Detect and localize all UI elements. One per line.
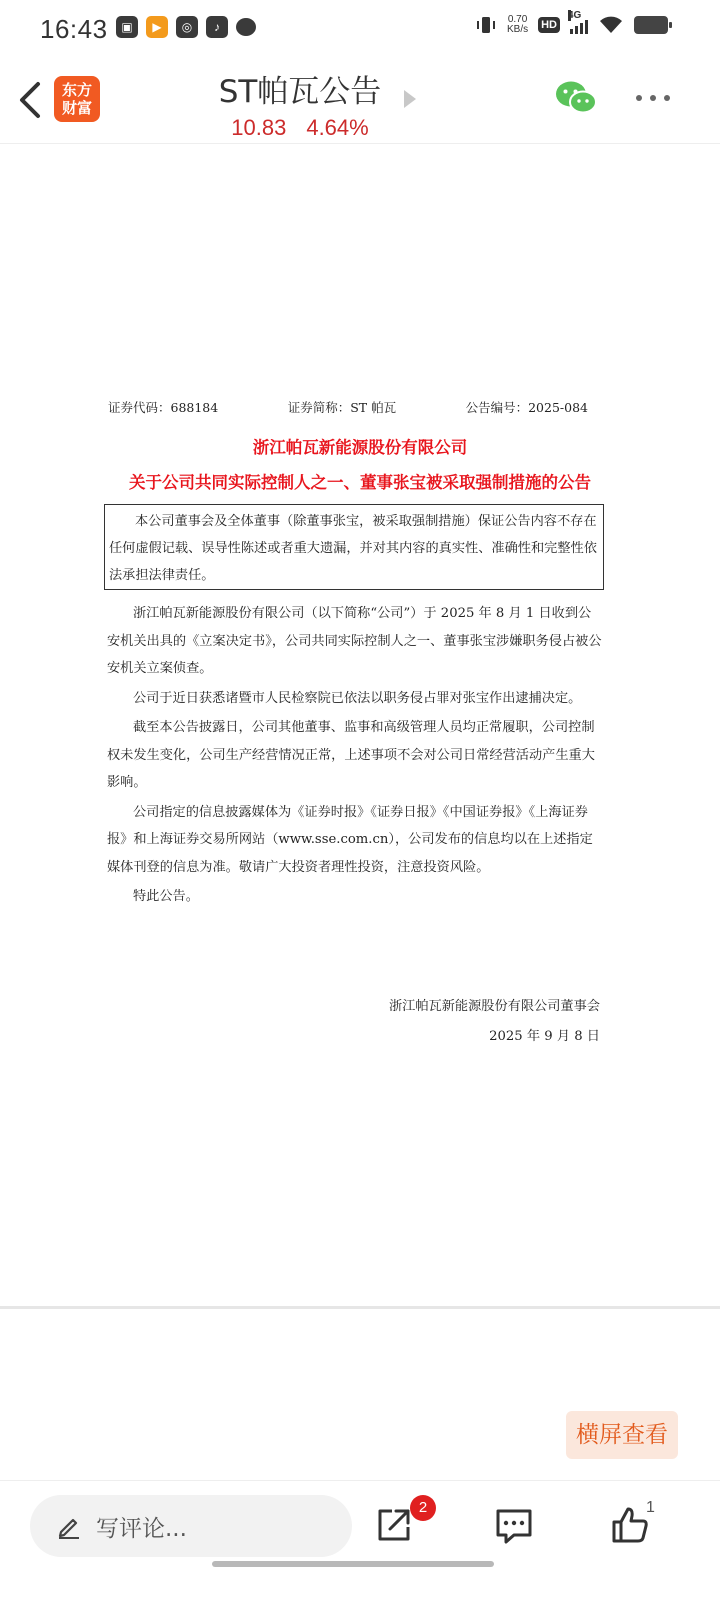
comment-placeholder: 写评论... — [96, 1515, 187, 1542]
status-time: 16:43 — [40, 14, 108, 44]
video-app-icon: ▶ — [146, 16, 168, 38]
stock-price: 10.83 — [231, 115, 287, 140]
doc-signature: 浙江帕瓦新能源股份有限公司董事会 — [389, 999, 600, 1014]
doc-paragraph: 公司指定的信息披露媒体为《证券时报》《证券日报》《中国证券报》《上海证券报》和上海证券交易所网站（www.sse.com.cn），公司发布的信息均以在上述指定媒体刊登的信息为准。敬请广大投资者理性投资，注意投资风险。 — [107, 804, 593, 875]
battery-icon — [634, 16, 668, 34]
page-title: ST帕瓦公告 — [218, 74, 382, 110]
app-notification-icon: ▣ — [116, 16, 138, 38]
landscape-view-button[interactable]: 横屏查看 — [566, 1411, 678, 1459]
notification-icons — [116, 16, 256, 38]
forward-icon[interactable] — [404, 90, 416, 108]
section-divider — [0, 1306, 720, 1309]
announcement-document — [0, 144, 720, 1312]
doc-company-name: 浙江帕瓦新能源股份有限公司 — [252, 438, 468, 457]
gallery-app-icon: ◎ — [176, 16, 198, 38]
eastmoney-logo — [54, 76, 100, 122]
doc-body — [107, 600, 603, 911]
quote-line — [200, 115, 400, 141]
net-speed-unit: KB/s — [506, 24, 529, 35]
vibrate-icon — [475, 14, 497, 36]
network-type: 4G — [568, 10, 582, 21]
signal-icon — [568, 10, 588, 34]
doc-paragraph: 特此公告。 — [133, 889, 199, 904]
back-icon[interactable] — [14, 78, 46, 122]
bottom-action-bar — [0, 1480, 720, 1600]
app-header — [0, 56, 720, 144]
like-icon[interactable] — [610, 1505, 650, 1545]
doc-date: 2025 年 9 月 8 日 — [489, 1029, 600, 1044]
pencil-icon — [56, 1513, 82, 1539]
comment-input[interactable] — [30, 1495, 352, 1557]
like-count: 1 — [646, 1499, 655, 1516]
tiktok-icon: ♪ — [206, 16, 228, 38]
logo-text-line1: 东方 — [61, 81, 92, 99]
system-status-icons — [475, 10, 668, 36]
logo-text-line2: 财富 — [61, 99, 92, 117]
board-statement: 本公司董事会及全体董事（除董事张宝，被采取强制措施）保证公告内容不存在任何虚假记载、误导性陈述或者重大遗漏，并对其内容的真实性、准确性和完整性依法承担法律责任。 — [104, 504, 604, 590]
home-indicator[interactable] — [212, 1561, 494, 1567]
share-icon[interactable] — [374, 1505, 414, 1545]
more-icon[interactable] — [636, 90, 676, 106]
doc-meta-line — [108, 398, 588, 416]
security-code: 证券代码：688184 — [108, 400, 219, 415]
security-abbr: 证券简称：ST 帕瓦 — [287, 400, 397, 415]
doc-subject: 关于公司共同实际控制人之一、董事张宝被采取强制措施的公告 — [129, 473, 591, 492]
wifi-icon — [598, 15, 624, 35]
announcement-number: 公告编号：2025-084 — [465, 400, 588, 415]
net-speed-value: 0.70 — [507, 14, 528, 25]
net-speed — [507, 15, 528, 35]
wechat-icon[interactable] — [554, 78, 598, 118]
doc-signature-block — [389, 992, 600, 1052]
comments-icon[interactable] — [494, 1507, 534, 1545]
hd-icon: HD — [538, 17, 560, 33]
title-block[interactable] — [200, 66, 400, 141]
message-bubble-icon — [236, 18, 256, 36]
doc-paragraph: 浙江帕瓦新能源股份有限公司（以下简称“公司”）于 2025 年 8 月 1 日收到公安机关出具的《立案决定书》，公司共同实际控制人之一、董事张宝涉嫌职务侵占被公安机关立案侦查。 — [107, 606, 602, 676]
stock-change: 4.64% — [306, 115, 369, 140]
share-count-badge: 2 — [410, 1495, 436, 1521]
status-bar — [0, 0, 720, 56]
doc-paragraph: 公司于近日获悉诸暨市人民检察院已依法以职务侵占罪对张宝作出逮捕决定。 — [133, 690, 582, 706]
doc-paragraph: 截至本公告披露日，公司其他董事、监事和高级管理人员均正常履职，公司控制权未发生变化，公司生产经营情况正常，上述事项不会对公司日常经营活动产生重大影响。 — [107, 720, 595, 790]
